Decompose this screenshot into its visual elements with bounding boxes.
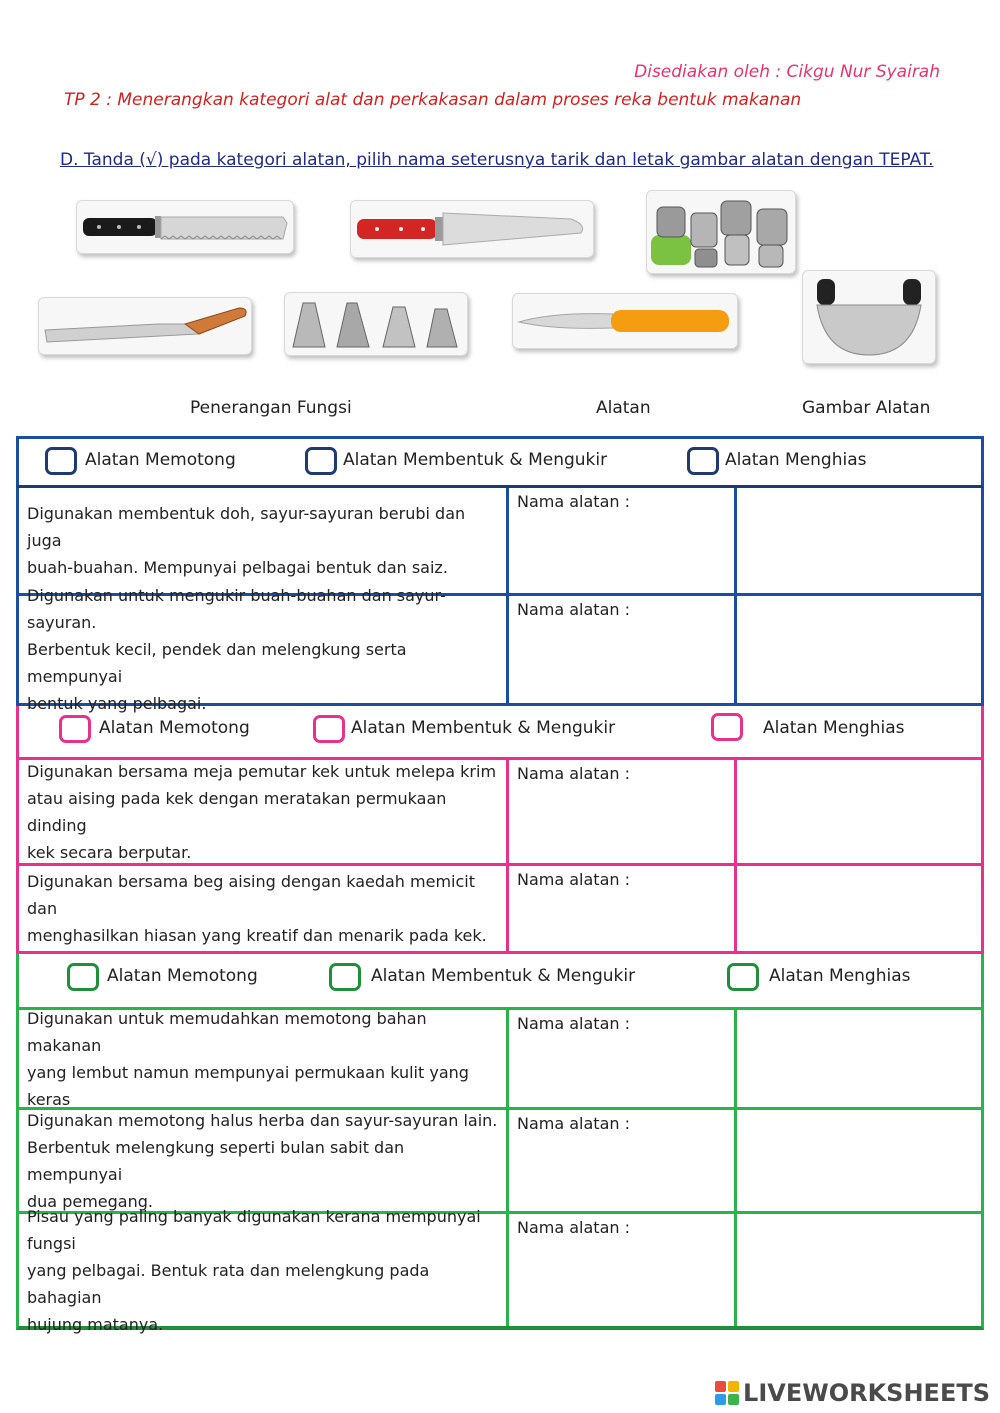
label-cut-green: Alatan Memotong [107, 966, 258, 986]
table-row [16, 760, 984, 866]
cutters-image[interactable] [646, 190, 796, 274]
tool-picture-dropzone[interactable] [737, 596, 981, 703]
checkbox-decorate-blue[interactable] [687, 447, 719, 475]
function-description: Digunakan untuk memudahkan memotong bahan makanan yang lembut namun mempunyai permukaan kulit yang keras [19, 1010, 509, 1107]
label-cut-blue: Alatan Memotong [85, 450, 236, 470]
checkbox-shape-green[interactable] [329, 963, 361, 991]
function-description: Digunakan memotong halus herba dan sayur-sayuran lain. Berbentuk melengkung seperti bulan sabit dan mempunyai dua pemegang. [19, 1110, 509, 1211]
function-description: Pisau yang paling banyak digunakan kerana mempunyai fungsi yang pelbagai. Bentuk rata dan melengkung pada bahagian hujung matanya. [19, 1214, 509, 1326]
instruction-text: D. Tanda (√) pada kategori alatan, pilih nama seterusnya tarik dan letak gambar alatan dengan TEPAT. [60, 150, 934, 170]
piping-tips-image[interactable] [284, 292, 468, 356]
tool-picture-dropzone[interactable] [737, 760, 981, 863]
tool-picture-dropzone[interactable] [737, 1214, 981, 1326]
checkbox-shape-pink[interactable] [313, 715, 345, 743]
function-description: Digunakan membentuk doh, sayur-sayuran berubi dan juga buah-buahan. Mempunyai pelbagai bentuk dan saiz. [19, 488, 509, 593]
label-decorate-green: Alatan Menghias [769, 966, 911, 986]
tool-name-dropzone[interactable]: Nama alatan : [509, 1010, 737, 1107]
chef-knife-image[interactable] [350, 200, 594, 258]
tool-name-dropzone[interactable]: Nama alatan : [509, 1110, 737, 1211]
palette-knife-image[interactable] [38, 297, 252, 355]
serrated-knife-icon [77, 201, 293, 253]
checkbox-decorate-green[interactable] [727, 963, 759, 991]
category-row-blue [16, 436, 984, 488]
label-shape-green: Alatan Membentuk & Mengukir [371, 966, 636, 986]
label-cut-pink: Alatan Memotong [99, 718, 250, 738]
author-credit: Disediakan oleh : Cikgu Nur Syairah [634, 62, 940, 82]
tool-picture-dropzone[interactable] [737, 866, 981, 951]
tool-picture-dropzone[interactable] [737, 1010, 981, 1107]
bread-knife-image[interactable] [76, 200, 294, 254]
function-description: Digunakan bersama meja pemutar kek untuk melepa krim atau aising pada kek dengan meratakan permukaan dinding kek secara berputar. [19, 760, 509, 863]
piping-nozzles-icon [285, 293, 467, 355]
mezzaluna-icon [803, 271, 935, 363]
tool-picture-dropzone[interactable] [737, 1110, 981, 1211]
tool-name-dropzone[interactable]: Nama alatan : [509, 866, 737, 951]
tool-name-dropzone[interactable]: Nama alatan : [509, 488, 737, 593]
tool-name-dropzone[interactable]: Nama alatan : [509, 1214, 737, 1326]
vegetable-cutters-icon [647, 191, 795, 273]
checkbox-cut-blue[interactable] [45, 447, 77, 475]
label-shape-pink: Alatan Membentuk & Mengukir [351, 718, 616, 738]
tool-picture-dropzone[interactable] [737, 488, 981, 593]
checkbox-shape-blue[interactable] [305, 447, 337, 475]
checkbox-cut-pink[interactable] [59, 715, 91, 743]
tool-name-dropzone[interactable]: Nama alatan : [509, 596, 737, 703]
orange-paring-knife-icon [513, 294, 737, 348]
red-chef-knife-icon [351, 201, 593, 257]
label-decorate-pink: Alatan Menghias [763, 718, 905, 738]
tool-name-dropzone[interactable]: Nama alatan : [509, 760, 737, 863]
label-shape-blue: Alatan Membentuk & Mengukir [343, 450, 608, 470]
column-tool-header: Alatan [596, 398, 651, 418]
mezzaluna-image[interactable] [802, 270, 936, 364]
table-row [16, 488, 984, 596]
liveworksheets-logo [715, 1379, 990, 1407]
category-row-green [16, 954, 984, 1010]
checkbox-cut-green[interactable] [67, 963, 99, 991]
category-row-pink [16, 706, 984, 760]
offset-spatula-icon [39, 298, 251, 354]
watermark-text: LIVEWORKSHEETS [743, 1379, 990, 1407]
table-row [16, 586, 984, 713]
liveworksheets-icon [715, 1381, 739, 1405]
function-description: Digunakan bersama beg aising dengan kaedah memicit dan menghasilkan hiasan yang kreatif dan menarik pada kek. [19, 866, 509, 951]
paring-knife-image[interactable] [512, 293, 738, 349]
column-description-header: Penerangan Fungsi [190, 398, 352, 418]
table-row [16, 1010, 984, 1110]
column-picture-header: Gambar Alatan [802, 398, 931, 418]
label-decorate-blue: Alatan Menghias [725, 450, 867, 470]
table-row [16, 1110, 984, 1214]
checkbox-decorate-pink[interactable] [711, 713, 743, 741]
function-description: Digunakan untuk mengukir buah-buahan dan sayur-sayuran. Berbentuk kecil, pendek dan melengkung serta mempunyai bentuk yang pelbagai. [19, 596, 509, 703]
objective-text: TP 2 : Menerangkan kategori alat dan perkakasan dalam proses reka bentuk makanan [64, 90, 802, 110]
table-row [16, 1206, 984, 1334]
table-row [16, 866, 984, 954]
